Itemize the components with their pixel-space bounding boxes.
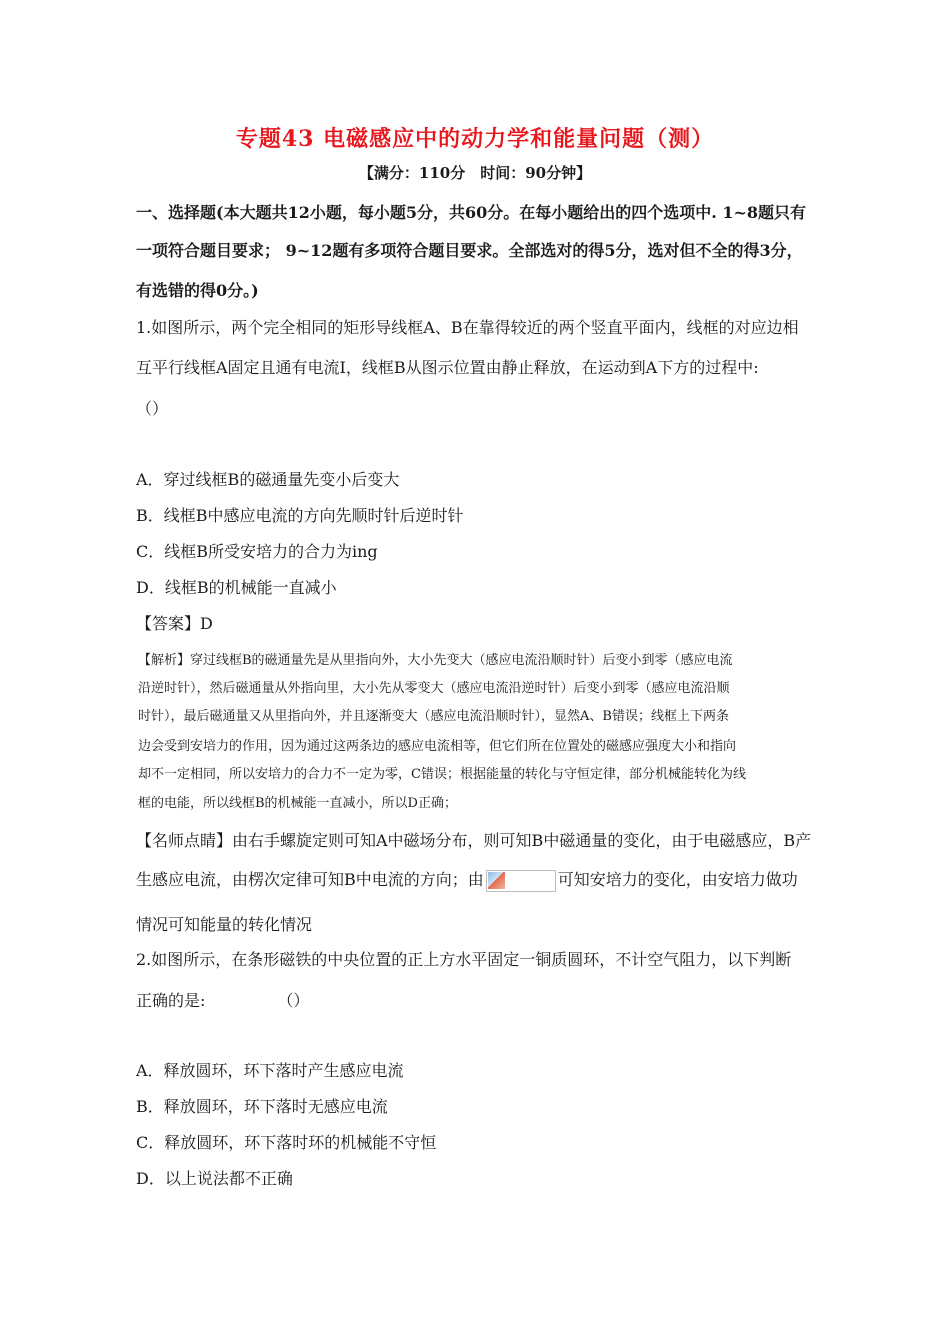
section-instructions-line-3: 有选错的得0分。): [136, 281, 259, 300]
q1-option-c: C．线框B所受安培力的合力为ing: [136, 542, 378, 561]
q1-option-b: B．线框B中感应电流的方向先顺时针后逆时针: [136, 506, 464, 525]
page-title: 专题43 电磁感应中的动力学和能量问题（测）: [235, 126, 715, 152]
q2-option-d: D．以上说法都不正确: [136, 1169, 293, 1188]
q1-explanation-line-4: 边会受到安培力的作用，因为通过这两条边的感应电流相等，但它们所在位置处的磁感应强度大小和指向: [138, 739, 737, 754]
q1-explanation-line-1: 【解析】穿过线框B的磁通量先是从里指向外，大小先变大（感应电流沿顺时针）后变小到零（感应电流: [138, 653, 733, 668]
q2-stem-line-1: 2.如图所示，在条形磁铁的中央位置的正上方水平固定一铜质圆环，不计空气阻力，以下判断: [136, 950, 792, 969]
q1-explanation-line-3: 时针），最后磁通量又从里指向外，并且逐渐变大（感应电流沿顺时针），显然A、B错误；线框上下两条: [138, 709, 729, 724]
q1-option-a: A．穿过线框B的磁通量先变小后变大: [136, 470, 400, 489]
q1-tip-line-3: 情况可知能量的转化情况: [136, 915, 313, 934]
section-instructions-line-2: 一项符合题目要求； 9~12题有多项符合题目要求。全部选对的得5分，选对但不全的得3分，: [136, 241, 803, 260]
q2-stem-line-2: 正确的是: （）: [136, 991, 310, 1010]
q1-stem-line-2: 互平行线框A固定且通有电流I，线框B从图示位置由静止释放，在运动到A下方的过程中:: [136, 358, 759, 377]
exam-meta: 【满分：110分 时间：90分钟】: [358, 164, 592, 182]
section-instructions-line-1: 一、选择题(本大题共12小题，每小题5分，共60分。在每小题给出的四个选项中. 1~8题只有: [136, 203, 807, 222]
q1-answer: 【答案】D: [136, 614, 213, 633]
q2-option-b: B．释放圆环，环下落时无感应电流: [136, 1097, 388, 1116]
q2-option-c: C．释放圆环，环下落时环的机械能不守恒: [136, 1133, 437, 1152]
q1-explanation-line-5: 却不一定相同，所以安培力的合力不一定为零，C错误；根据能量的转化与守恒定律，部分机械能转化为线: [138, 767, 746, 782]
q1-stem-line-1: 1.如图所示，两个完全相同的矩形导线框A、B在靠得较近的两个竖直平面内，线框的对应边相: [136, 318, 799, 337]
q2-option-a: A．释放圆环，环下落时产生感应电流: [136, 1061, 404, 1080]
q1-tip-line-2-start: 生感应电流，由楞次定律可知B中电流的方向；由: [136, 870, 484, 889]
q1-explanation-line-6: 框的电能，所以线框B的机械能一直减小，所以D正确；: [138, 796, 457, 811]
q1-option-d: D．线框B的机械能一直减小: [136, 578, 337, 597]
image-thumbnail: [488, 872, 505, 889]
q1-tip-line-1: 【名师点睛】由右手螺旋定则可知A中磁场分布，则可知B中磁通量的变化，由于电磁感应，B产: [136, 831, 812, 850]
q1-answer-blank: （）: [136, 399, 169, 418]
q1-tip-line-2-end: 可知安培力的变化，由安培力做功: [557, 870, 798, 889]
broken-image-icon: [486, 870, 556, 892]
q1-tip-line-2: [136, 867, 798, 892]
q1-explanation-line-2: 沿逆时针），然后磁通量从外指向里，大小先从零变大（感应电流沿逆时针）后变小到零（感应电流沿顺: [138, 681, 730, 696]
